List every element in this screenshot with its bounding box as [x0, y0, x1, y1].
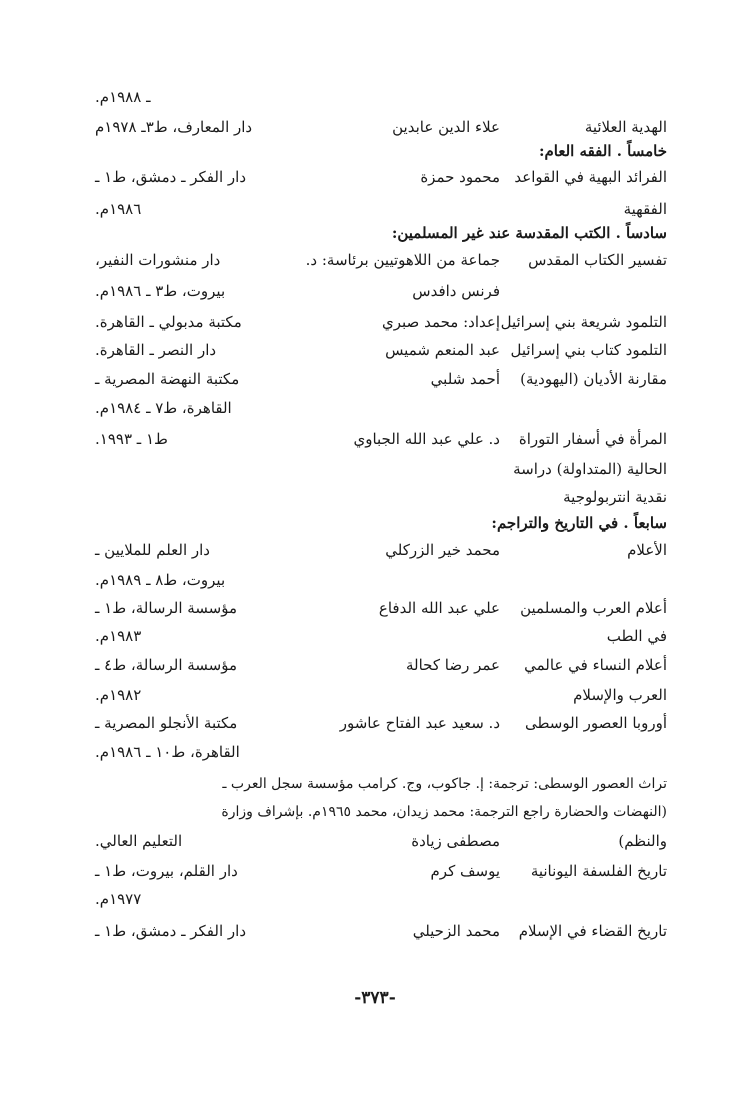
book-author: علي عبد الله الدفاع [378, 599, 500, 617]
book-title: الحالية (المتداولة) دراسة [513, 460, 667, 478]
book-title: الأعلام [627, 541, 667, 559]
book-publisher: ط١ ـ ١٩٩٣. [95, 430, 168, 448]
book-publisher: مكتبة الأنجلو المصرية ـ [95, 714, 238, 732]
book-publisher: بيروت، ط٨ ـ ١٩٨٩م. [95, 571, 226, 589]
book-author: جماعة من اللاهوتيين برئاسة: د. [305, 251, 500, 269]
section-heading: سابعاً . في التاريخ والتراجم: [491, 514, 667, 532]
book-publisher: مكتبة مدبولي ـ القاهرة. [95, 313, 242, 331]
book-title: المرأة في أسفار التوراة [518, 430, 667, 448]
book-entry-line: (النهضات والحضارة راجع الترجمة: محمد زيدان، محمد ١٩٦٥م. بإشراف وزارة [221, 804, 667, 820]
book-author: د. علي عبد الله الجباوي [353, 430, 500, 448]
book-publisher: القاهرة، ط٧ ـ ١٩٨٤م. [95, 399, 232, 417]
book-author: عبد المنعم شميس [385, 341, 500, 359]
book-publisher: دار القلم، بيروت، ط١ ـ [95, 862, 238, 880]
section-heading: خامساً . الفقه العام: [538, 142, 667, 160]
book-author: محمود حمزة [420, 168, 500, 186]
section-heading: سادساً . الكتب المقدسة عند غير المسلمين: [391, 224, 667, 242]
book-title: الفرائد البهية في القواعد [514, 168, 667, 186]
book-publisher: بيروت، ط٣ ـ ١٩٨٦م. [95, 282, 226, 300]
book-author: عمر رضا كحالة [406, 656, 500, 674]
book-author: علاء الدين عابدين [392, 118, 500, 136]
book-title: الهدية العلائية [584, 118, 667, 136]
book-author: محمد خير الزركلي [385, 541, 500, 559]
book-title: تاريخ القضاء في الإسلام [518, 922, 667, 940]
book-author: يوسف كرم [430, 862, 500, 880]
book-title: تفسير الكتاب المقدس [528, 251, 667, 269]
book-publisher: دار المعارف، ط٣ـ ١٩٧٨م [95, 118, 253, 136]
book-publisher: دار منشورات النفير، [95, 251, 221, 269]
book-publisher: مؤسسة الرسالة، ط١ ـ [95, 599, 238, 617]
book-publisher: مكتبة النهضة المصرية ـ [95, 370, 240, 388]
book-author: إعداد: محمد صبري [382, 313, 500, 331]
book-publisher: القاهرة، ط١٠ ـ ١٩٨٦م. [95, 743, 240, 761]
book-author: د. سعيد عبد الفتاح عاشور [339, 714, 500, 732]
book-publisher: التعليم العالي. [95, 832, 183, 850]
book-publisher: ١٩٨٦م. [95, 200, 142, 218]
book-publisher: دار الفكر ـ دمشق، ط١ ـ [95, 922, 246, 940]
page-number: -٣٧٣- [354, 988, 396, 1008]
book-title: أعلام النساء في عالمي [524, 656, 667, 674]
book-publisher: دار الفكر ـ دمشق، ط١ ـ [95, 168, 246, 186]
book-title: أعلام العرب والمسلمين [520, 599, 667, 617]
book-title: تاريخ الفلسفة اليونانية [530, 862, 667, 880]
book-publisher: ١٩٨٣م. [95, 627, 142, 645]
book-entry-line: تراث العصور الوسطى: ترجمة: إ. جاكوب، وج. كرامب مؤسسة سجل العرب ـ [222, 776, 667, 792]
book-title: نقدية انتربولوجية [563, 488, 667, 506]
book-publisher: دار النصر ـ القاهرة. [95, 341, 217, 359]
book-title: العرب والإسلام [573, 686, 667, 704]
publisher-text: ـ ١٩٨٨م. [95, 88, 151, 106]
book-author: محمد الزحيلي [412, 922, 500, 940]
book-publisher: ١٩٧٧م. [95, 890, 142, 908]
book-title: والنظم) [618, 832, 667, 850]
book-title: الفقهية [623, 200, 667, 218]
book-title: أوروبا العصور الوسطى [524, 714, 667, 732]
book-publisher: مؤسسة الرسالة، ط٤ ـ [95, 656, 238, 674]
book-title: في الطب [606, 627, 667, 645]
book-title: التلمود شريعة بني إسرائيل [500, 313, 667, 331]
book-title: التلمود كتاب بني إسرائيل [510, 341, 667, 359]
book-author: مصطفى زيادة [411, 832, 500, 850]
book-publisher: ١٩٨٢م. [95, 686, 142, 704]
book-author: أحمد شلبي [430, 370, 500, 388]
book-author: فرنس دافدس [412, 282, 500, 300]
book-title: مقارنة الأديان (اليهودية) [520, 370, 667, 388]
book-publisher: دار العلم للملايين ـ [95, 541, 210, 559]
